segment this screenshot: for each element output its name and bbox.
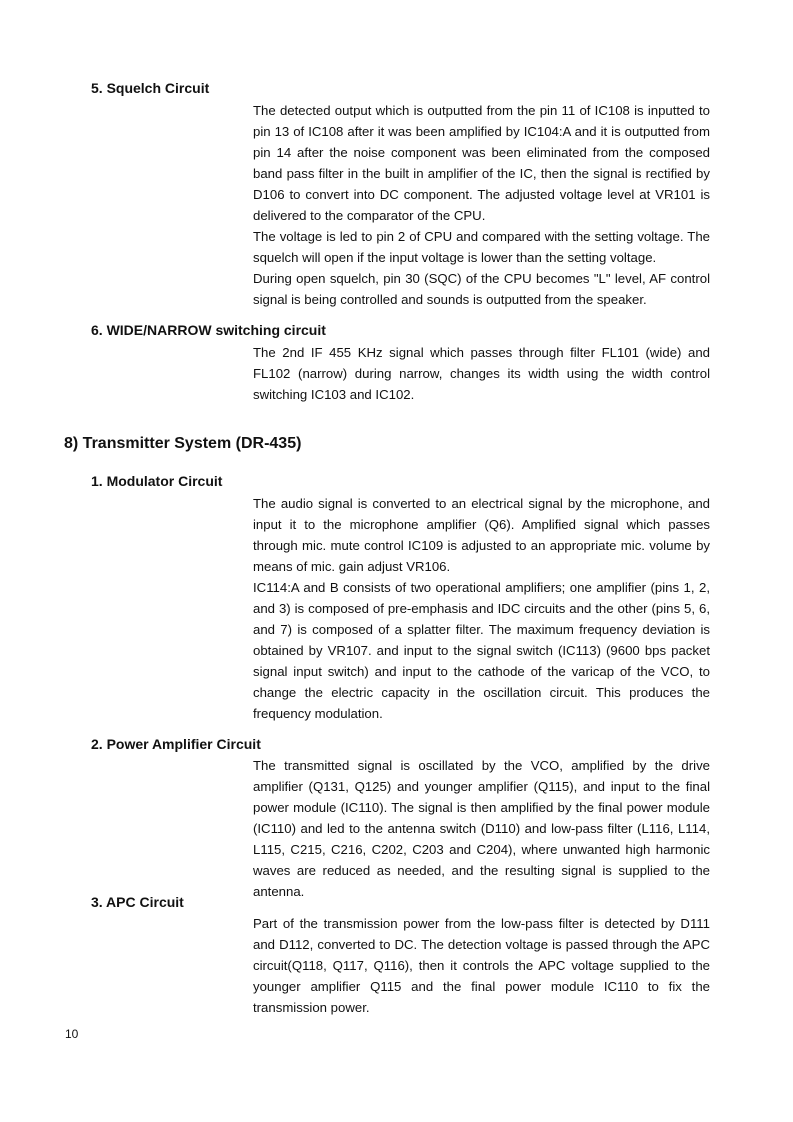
transmitter-system-heading: 8) Transmitter System (DR-435)	[64, 435, 302, 452]
squelch-circuit-body	[253, 100, 710, 310]
modulator-circuit-body	[253, 493, 710, 724]
squelch-paragraph-3: During open squelch, pin 30 (SQC) of the CPU becomes "L" level, AF control signal is being controlled and sounds is outputted from the speaker.	[253, 271, 710, 307]
modulator-circuit-heading: 1. Modulator Circuit	[91, 473, 223, 489]
wide-narrow-heading: 6. WIDE/NARROW switching circuit	[91, 322, 326, 338]
squelch-paragraph-1: The detected output which is outputted from the pin 11 of IC108 is inputted to pin 13 of IC108 after it was been amplified by IC104:A and it is outputted from pin 14 after the noise component was been eliminated from the composed band pass filter in the built in amplifier of the IC, then the signal is rectified by D106 to convert into DC component. The adjusted voltage level at VR101 is delivered to the comparator of the CPU.	[253, 103, 710, 223]
apc-circuit-heading: 3. APC Circuit	[91, 894, 184, 910]
squelch-paragraph-2: The voltage is led to pin 2 of CPU and compared with the setting voltage. The squelch will open if the input voltage is lower than the setting voltage.	[253, 229, 710, 265]
power-amplifier-heading: 2. Power Amplifier Circuit	[91, 736, 261, 752]
power-amplifier-paragraph-1: The transmitted signal is oscillated by the VCO, amplified by the drive amplifier (Q131, Q125) and younger amplifier (Q115), and input to the final power module (IC110). The signal is then amplified by the final power module (IC110) and led to the antenna switch (D110) and low-pass filter (L116, L114, L115, C215, C216, C202, C203 and C204), where unwanted high harmonic waves are reduced as needed, and the resulting signal is supplied to the antenna.	[253, 758, 710, 899]
page-number: 10	[65, 1027, 79, 1041]
apc-paragraph-1: Part of the transmission power from the low-pass filter is detected by D111 and D112, converted to DC. The detection voltage is passed through the APC circuit(Q118, Q117, Q116), then it controls the APC voltage supplied to the younger amplifier Q115 and the final power module IC110 to fix the transmission power.	[253, 916, 710, 1015]
apc-circuit-body	[253, 913, 710, 1018]
wide-narrow-body	[253, 342, 710, 405]
wide-narrow-paragraph-1: The 2nd IF 455 KHz signal which passes through filter FL101 (wide) and FL102 (narrow) during narrow, changes its width using the width control switching IC103 and IC102.	[253, 345, 710, 402]
power-amplifier-body	[253, 755, 710, 902]
modulator-paragraph-2: IC114:A and B consists of two operational amplifiers; one amplifier (pins 1, 2, and 3) is composed of pre-emphasis and IDC circuits and the other (pins 5, 6, and 7) is composed of a splatter filter. The maximum frequency deviation is obtained by VR107. and input to the signal switch (IC113) (9600 bps packet signal input switch) and input to the cathode of the varicap of the VCO, to change the electric capacity in the oscillation circuit. This produces the frequency modulation.	[253, 580, 710, 721]
modulator-paragraph-1: The audio signal is converted to an electrical signal by the microphone, and input it to the microphone amplifier (Q6). Amplified signal which passes through mic. mute control IC109 is adjusted to an appropriate mic. volume by means of mic. gain adjust VR106.	[253, 496, 710, 574]
squelch-circuit-heading: 5. Squelch Circuit	[91, 80, 210, 96]
